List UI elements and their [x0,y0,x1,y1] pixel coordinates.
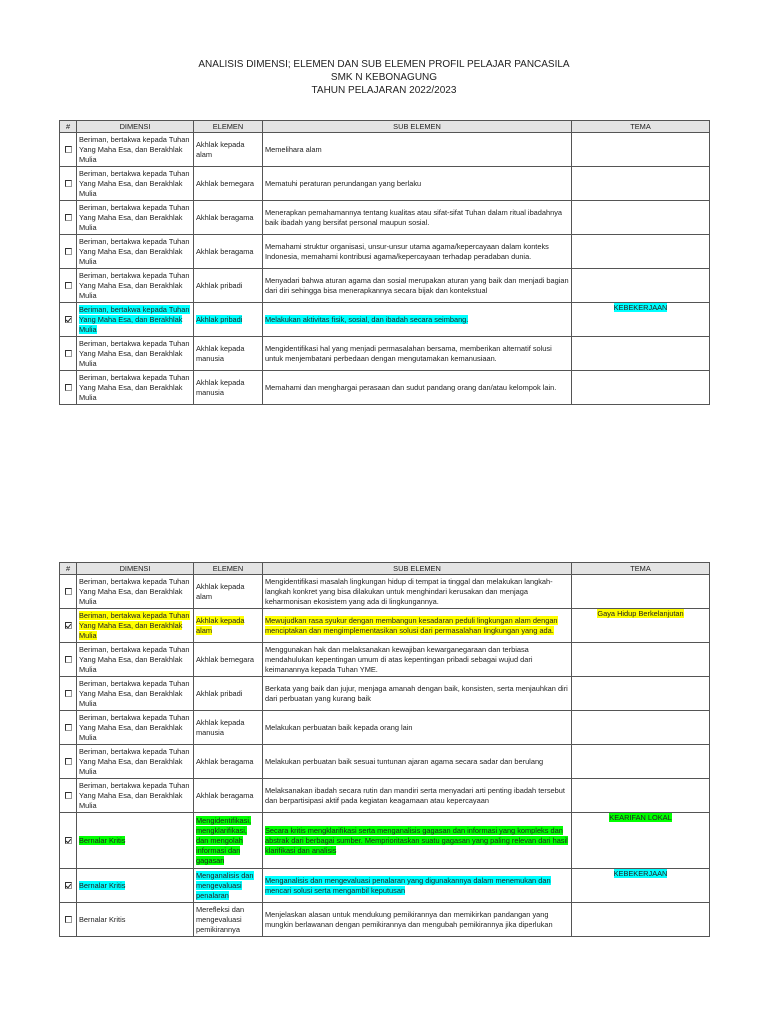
elemen-cell [194,677,263,711]
elemen-cell [194,269,263,303]
dimensi-cell-text: Beriman, bertakwa kepada Tuhan Yang Maha Esa, dan Berakhlak Mulia [79,338,190,368]
row-checkbox[interactable] [65,792,72,799]
table-row [60,337,710,371]
elemen-cell-text: Akhlak pribadi [196,280,243,290]
tema-cell [572,869,710,903]
table-row [60,201,710,235]
row-checkbox-cell [60,303,77,337]
elemen-cell-text: Akhlak beragama [196,212,254,222]
dimensi-cell [77,643,194,677]
tema-cell [572,201,710,235]
analysis-table-2 [59,562,710,937]
row-checkbox-cell [60,779,77,813]
row-checkbox-cell [60,643,77,677]
table-row [60,813,710,869]
row-checkbox-cell [60,575,77,609]
sub-elemen-cell-text: Berkata yang baik dan jujur, menjaga amanah dengan baik, konsisten, serta menjauhkan diri dari perbuatan yang kurang baik [265,683,568,703]
dimensi-cell [77,609,194,643]
sub-elemen-cell-text: Melaksanakan ibadah secara rutin dan mandiri serta menyadari arti penting ibadah tersebut dan berpartisipasi aktif pada kegiatan keagamaan atau kepercayaan [265,785,565,805]
row-checkbox-cell [60,869,77,903]
row-checkbox[interactable] [65,622,72,629]
sub-elemen-cell [263,813,572,869]
table-row [60,643,710,677]
sub-elemen-cell [263,677,572,711]
row-checkbox[interactable] [65,656,72,663]
row-checkbox-cell [60,677,77,711]
row-checkbox-cell [60,337,77,371]
sub-elemen-cell-text: Memahami dan menghargai perasaan dan sudut pandang orang dan/atau kelompok lain. [265,382,557,392]
sub-elemen-cell [263,133,572,167]
elemen-cell [194,303,263,337]
table-row [60,869,710,903]
dimensi-cell-text: Beriman, bertakwa kepada Tuhan Yang Maha Esa, dan Berakhlak Mulia [79,304,190,334]
tema-cell [572,677,710,711]
tema-cell [572,167,710,201]
dimensi-cell-text: Beriman, bertakwa kepada Tuhan Yang Maha Esa, dan Berakhlak Mulia [79,168,190,198]
table-row [60,167,710,201]
dimensi-cell [77,371,194,405]
elemen-cell [194,337,263,371]
row-checkbox[interactable] [65,916,72,923]
row-checkbox[interactable] [65,384,72,391]
sub-elemen-cell [263,201,572,235]
column-header-elemen: ELEMEN [194,563,263,575]
elemen-cell-text: Akhlak pribadi [196,314,243,324]
elemen-cell [194,711,263,745]
row-checkbox-cell [60,813,77,869]
sub-elemen-cell [263,371,572,405]
table-row [60,303,710,337]
tema-cell-text: KEARIFAN LOKAL [609,813,672,822]
sub-elemen-cell-text: Mewujudkan rasa syukur dengan membangun kesadaran peduli lingkungan alam dengan menciptakan dan mengimplementasikan solusi dari permasalahan lingkungan yang ada. [265,615,558,635]
table-row [60,269,710,303]
table-row [60,711,710,745]
elemen-cell-text: Akhlak beragama [196,756,254,766]
column-header-sub-elemen: SUB ELEMEN [263,121,572,133]
sub-elemen-cell-text: Menyadari bahwa aturan agama dan sosial merupakan aturan yang baik dan menjadi bagian dari diri sehingga bisa menerapkannya secara bijak dan kontekstual [265,275,569,295]
document-title: ANALISIS DIMENSI; ELEMEN DAN SUB ELEMEN PROFIL PELAJAR PANCASILA [198,59,570,70]
row-checkbox-cell [60,903,77,937]
elemen-cell [194,903,263,937]
dimensi-cell [77,303,194,337]
row-checkbox-cell [60,201,77,235]
row-checkbox[interactable] [65,758,72,765]
sub-elemen-cell-text: Mengidentifikasi masalah lingkungan hidup di tempat ia tinggal dan melakukan langkah-langkah konkret yang bisa dilakukan untuk menghindari kerusakan dan menjaga keharmonisan ekosistem yang ada di lingkungannya. [265,576,553,606]
tema-cell [572,643,710,677]
school-name: SMK N KEBONAGUNG [330,72,438,83]
row-checkbox[interactable] [65,316,72,323]
column-header-dimensi: DIMENSI [77,563,194,575]
dimensi-cell-text: Beriman, bertakwa kepada Tuhan Yang Maha Esa, dan Berakhlak Mulia [79,678,190,708]
tema-cell [572,371,710,405]
sub-elemen-cell-text: Melakukan aktivitas fisik, sosial, dan ibadah secara seimbang. [265,314,469,324]
tema-cell [572,269,710,303]
sub-elemen-cell [263,303,572,337]
tema-cell-text: KEBEKERJAAN [613,869,668,878]
sub-elemen-cell-text: Mengidentifikasi hal yang menjadi permasalahan bersama, memberikan alternatif solusi untuk menjembatani perbedaan dengan mengutamakan kemanusiaan. [265,343,552,363]
tema-cell [572,303,710,337]
elemen-cell [194,643,263,677]
elemen-cell-text: Akhlak beragama [196,246,254,256]
row-checkbox[interactable] [65,180,72,187]
table-row [60,133,710,167]
row-checkbox-cell [60,745,77,779]
elemen-cell [194,609,263,643]
dimensi-cell-text: Beriman, bertakwa kepada Tuhan Yang Maha Esa, dan Berakhlak Mulia [79,780,190,810]
dimensi-cell [77,677,194,711]
row-checkbox[interactable] [65,837,72,844]
sub-elemen-cell-text: Menggunakan hak dan melaksanakan kewajiban kewarganegaraan dan terbiasa mendahulukan kepentingan umum di atas kepentingan pribadi sebagai wujud dari keimanannya kepada Tuhan YME. [265,644,533,674]
row-checkbox[interactable] [65,882,72,889]
tema-cell [572,711,710,745]
tema-cell-text: Gaya Hidup Berkelanjutan [597,609,684,618]
dimensi-cell [77,167,194,201]
dimensi-cell [77,269,194,303]
sub-elemen-cell [263,711,572,745]
sub-elemen-cell-text: Memelihara alam [265,144,322,154]
elemen-cell-text: Akhlak kepada alam [196,139,245,159]
sub-elemen-cell [263,609,572,643]
dimensi-cell-text: Bernalar Kritis [79,914,126,924]
tema-cell [572,779,710,813]
dimensi-cell-text: Beriman, bertakwa kepada Tuhan Yang Maha Esa, dan Berakhlak Mulia [79,236,190,266]
row-checkbox-cell [60,269,77,303]
elemen-cell [194,575,263,609]
row-checkbox[interactable] [65,690,72,697]
row-checkbox[interactable] [65,248,72,255]
row-checkbox[interactable] [65,214,72,221]
row-checkbox-cell [60,371,77,405]
sub-elemen-cell-text: Mematuhi peraturan perundangan yang berlaku [265,178,422,188]
elemen-cell-text: Menganalisis dan mengevaluasi penalaran [196,870,254,900]
elemen-cell [194,201,263,235]
elemen-cell-text: Akhlak kepada manusia [196,377,245,397]
elemen-cell-text: Akhlak bernegara [196,178,254,188]
dimensi-cell [77,711,194,745]
table-row [60,609,710,643]
dimensi-cell [77,745,194,779]
column-header-elemen: ELEMEN [194,121,263,133]
elemen-cell [194,167,263,201]
elemen-cell [194,779,263,813]
elemen-cell-text: Akhlak bernegara [196,654,254,664]
sub-elemen-cell [263,869,572,903]
dimensi-cell [77,779,194,813]
row-checkbox-cell [60,609,77,643]
sub-elemen-cell [263,745,572,779]
dimensi-cell-text: Beriman, bertakwa kepada Tuhan Yang Maha Esa, dan Berakhlak Mulia [79,270,190,300]
elemen-cell [194,371,263,405]
table-row [60,677,710,711]
sub-elemen-cell [263,575,572,609]
elemen-cell-text: Akhlak kepada alam [196,615,245,635]
table-row [60,779,710,813]
sub-elemen-cell-text: Menganalisis dan mengevaluasi penalaran yang digunakannya dalam menemukan dan mencari solusi serta mengambil keputusan [265,875,551,895]
tema-cell [572,337,710,371]
row-checkbox[interactable] [65,350,72,357]
dimensi-cell [77,813,194,869]
table-row [60,371,710,405]
row-checkbox-cell [60,235,77,269]
school-year: TAHUN PELAJARAN 2022/2023 [311,85,457,96]
sub-elemen-cell-text: Melakukan perbuatan baik kepada orang lain [265,722,413,732]
sub-elemen-cell [263,779,572,813]
elemen-cell [194,745,263,779]
tema-cell [572,903,710,937]
sub-elemen-cell [263,903,572,937]
column-header-num: # [60,121,77,133]
row-checkbox[interactable] [65,588,72,595]
elemen-cell-text: Akhlak kepada alam [196,581,245,601]
elemen-cell-text: Akhlak kepada manusia [196,717,245,737]
elemen-cell-text: Akhlak kepada manusia [196,343,245,363]
row-checkbox[interactable] [65,146,72,153]
row-checkbox[interactable] [65,724,72,731]
sub-elemen-cell-text: Memahami struktur organisasi, unsur-unsur utama agama/kepercayaan dalam konteks Indonesia, memahami kontribusi agama/kepercayaan terhadap peradaban dunia. [265,241,549,261]
row-checkbox-cell [60,711,77,745]
column-header-sub-elemen: SUB ELEMEN [263,563,572,575]
dimensi-cell-text: Beriman, bertakwa kepada Tuhan Yang Maha Esa, dan Berakhlak Mulia [79,202,190,232]
dimensi-cell [77,201,194,235]
sub-elemen-cell [263,643,572,677]
sub-elemen-cell [263,167,572,201]
dimensi-cell [77,869,194,903]
elemen-cell-text: Akhlak pribadi [196,688,243,698]
dimensi-cell-text: Beriman, bertakwa kepada Tuhan Yang Maha Esa, dan Berakhlak Mulia [79,746,190,776]
dimensi-cell [77,235,194,269]
sub-elemen-cell [263,269,572,303]
table-header-row [60,121,710,133]
table-header-row [60,563,710,575]
sub-elemen-cell [263,235,572,269]
dimensi-cell [77,903,194,937]
table-row [60,903,710,937]
elemen-cell-text: Akhlak beragama [196,790,254,800]
elemen-cell-text: Merefleksi dan mengevaluasi pemikirannya [196,904,245,934]
table-row [60,745,710,779]
sub-elemen-cell [263,337,572,371]
elemen-cell [194,133,263,167]
dimensi-cell [77,575,194,609]
dimensi-cell-text: Beriman, bertakwa kepada Tuhan Yang Maha Esa, dan Berakhlak Mulia [79,134,190,164]
table-row [60,235,710,269]
row-checkbox-cell [60,133,77,167]
elemen-cell-text: Mengidentifikasi, mengklarifikasi, dan mengolah informasi dan gagasan [196,815,252,865]
dimensi-cell-text: Beriman, bertakwa kepada Tuhan Yang Maha Esa, dan Berakhlak Mulia [79,644,190,674]
dimensi-cell-text: Bernalar Kritis [79,880,126,890]
column-header-tema: TEMA [572,121,710,133]
column-header-tema: TEMA [572,563,710,575]
dimensi-cell-text: Beriman, bertakwa kepada Tuhan Yang Maha Esa, dan Berakhlak Mulia [79,372,190,402]
dimensi-cell-text: Beriman, bertakwa kepada Tuhan Yang Maha Esa, dan Berakhlak Mulia [79,576,190,606]
sub-elemen-cell-text: Menjelaskan alasan untuk mendukung pemikirannya dan memikirkan pandangan yang mungkin berlawanan dengan pemikirannya dan mengubah pemikirannya jika diperlukan [265,909,553,929]
tema-cell [572,745,710,779]
tema-cell [572,133,710,167]
dimensi-cell-text: Beriman, bertakwa kepada Tuhan Yang Maha Esa, dan Berakhlak Mulia [79,610,190,640]
document-title-block [0,58,768,97]
sub-elemen-cell-text: Menerapkan pemahamannya tentang kualitas atau sifat-sifat Tuhan dalam ritual ibadahnya baik ibadah yang bersifat personal maupun sosial. [265,207,563,227]
dimensi-cell-text: Bernalar Kritis [79,835,126,845]
elemen-cell [194,235,263,269]
column-header-num: # [60,563,77,575]
row-checkbox-cell [60,167,77,201]
table-row [60,575,710,609]
dimensi-cell [77,133,194,167]
column-header-dimensi: DIMENSI [77,121,194,133]
elemen-cell [194,869,263,903]
dimensi-cell-text: Beriman, bertakwa kepada Tuhan Yang Maha Esa, dan Berakhlak Mulia [79,712,190,742]
tema-cell [572,235,710,269]
row-checkbox[interactable] [65,282,72,289]
analysis-table-1 [59,120,710,405]
sub-elemen-cell-text: Melakukan perbuatan baik sesuai tuntunan ajaran agama secara sadar dan berulang [265,756,544,766]
sub-elemen-cell-text: Secara kritis mengklarifikasi serta menganalisis gagasan dan informasi yang kompleks dan abstrak dari berbagai sumber. Memprioritaskan suatu gagasan yang paling relevan dari hasil klarifikasi dan analisis [265,825,568,855]
tema-cell-text: KEBEKERJAAN [613,303,668,312]
elemen-cell [194,813,263,869]
dimensi-cell [77,337,194,371]
tema-cell [572,813,710,869]
tema-cell [572,575,710,609]
tema-cell [572,609,710,643]
